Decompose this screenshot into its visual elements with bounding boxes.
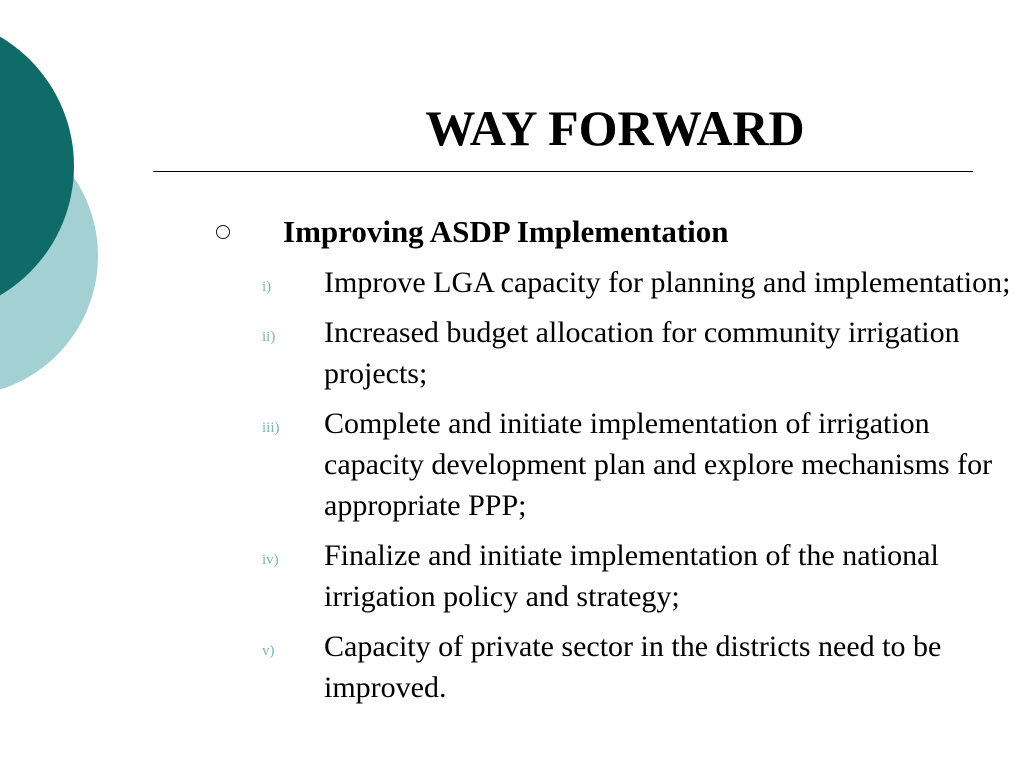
list-item <box>262 535 1022 617</box>
ring-bullet-icon <box>216 225 230 239</box>
list-item-text: Complete and initiate implementation of irrigation capacity development plan and explore mechanisms for appropriate PPP; <box>324 407 993 522</box>
list-item-text: Capacity of private sector in the districts need to be improved. <box>324 630 942 704</box>
list-item-text: Finalize and initiate implementation of the national irrigation policy and strategy; <box>324 539 939 613</box>
action-list <box>262 262 1022 717</box>
list-item <box>262 312 1022 394</box>
list-item-numeral: ii) <box>262 329 276 345</box>
section-heading-text: Improving ASDP Implementation <box>283 214 729 249</box>
list-item <box>262 262 1022 303</box>
section-heading <box>216 212 729 252</box>
list-item-numeral: iii) <box>262 420 280 436</box>
list-item-text: Increased budget allocation for community irrigation projects; <box>324 316 960 390</box>
list-item-numeral: v) <box>262 643 275 659</box>
slide-title: WAY FORWARD <box>425 100 805 156</box>
list-item-text: Improve LGA capacity for planning and implementation; <box>324 266 1011 299</box>
list-item <box>262 626 1022 708</box>
list-item-numeral: iv) <box>262 552 279 568</box>
title-divider <box>153 171 973 172</box>
list-item <box>262 403 1022 526</box>
list-item-numeral: i) <box>262 279 272 295</box>
